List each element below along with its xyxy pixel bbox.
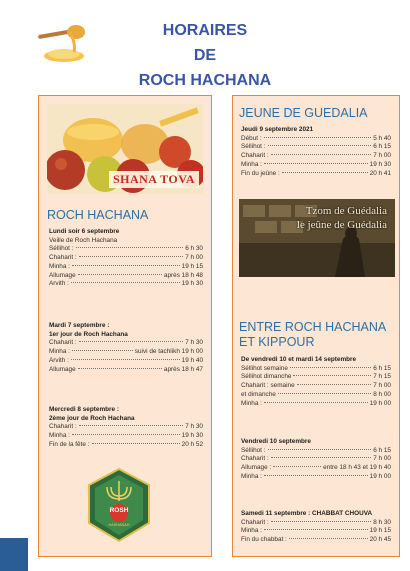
schedule-row: Chaharit : 7 h 00 xyxy=(241,455,391,463)
schedule-row: Allumage après 18 h 48 xyxy=(49,271,203,279)
header-line-2: DE xyxy=(193,47,217,64)
schedule-row: Chaharit : 7 h 00 xyxy=(241,152,391,160)
schedule-row: Séllihot : 6 h 30 xyxy=(49,245,203,253)
title-line-1: ENTRE ROCH HACHANA xyxy=(239,320,387,334)
header-line-3: ROCH HACHANA xyxy=(138,72,272,89)
schedule-block-wednesday xyxy=(49,406,203,450)
schedule-row: Minha : 19 h 00 xyxy=(241,399,391,407)
schedule-row: Minha : 19 h 30 xyxy=(241,160,391,168)
schedule-row: Fin de la fête : 20 h 52 xyxy=(49,440,203,448)
schedule-row: et dimanche 8 h 00 xyxy=(241,390,391,398)
block-date: Samedi 11 septembre : CHABBAT CHOUVA xyxy=(241,510,373,517)
block-subtitle: 2ème jour de Roch Hachana xyxy=(49,414,135,422)
schedule-row: Début : 5 h 40 xyxy=(241,134,391,142)
block-date: Vendredi 10 septembre xyxy=(241,438,311,445)
schedule-row: Séllihot semaine 6 h 15 xyxy=(241,364,391,372)
schedule-row: Séllihot : 6 h 15 xyxy=(241,143,391,151)
honey-apples-photo xyxy=(47,104,203,194)
page-header xyxy=(0,18,410,93)
schedule-row: Séllihot dimanche 7 h 15 xyxy=(241,373,391,381)
logo-text: ROSH xyxy=(109,507,129,514)
jeune-guedalia-title: JEUNE DE GUEDALIA xyxy=(239,106,368,120)
schedule-row: Chaharit : 7 h 30 xyxy=(49,423,203,431)
block-date: Jeudi 9 septembre 2021 xyxy=(241,126,314,133)
schedule-row: Fin du jeûne : 20 h 41 xyxy=(241,169,391,177)
schedule-row: Chaharit : 7 h 30 xyxy=(49,339,203,347)
schedule-row: Allumage : entre 18 h 43 et 19 h 40 xyxy=(241,464,391,472)
rosh-hashanah-logo xyxy=(87,467,151,543)
schedule-row: Chaharit : 7 h 00 xyxy=(49,254,203,262)
schedule-row: Fin du chabbat : 20 h 45 xyxy=(241,536,391,544)
schedule-row: Chaharit : 8 h 30 xyxy=(241,518,391,526)
schedule-block-tuesday xyxy=(49,322,203,374)
block-subtitle: 1er jour de Roch Hachana xyxy=(49,330,128,338)
schedule-block-jeudi xyxy=(241,126,391,178)
schedule-row: Allumage après 18 h 47 xyxy=(49,365,203,373)
schedule-row: Minha : 19 h 00 xyxy=(241,472,391,480)
schedule-row: Minha : 19 h 30 xyxy=(49,432,203,440)
block-date: De vendredi 10 et mardi 14 septembre xyxy=(241,356,357,363)
block-date: Mercredi 8 septembre : xyxy=(49,406,119,413)
schedule-row: Minha : 19 h 15 xyxy=(49,262,203,270)
corner-accent-bar xyxy=(0,538,28,571)
block-subtitle: Veille de Roch Hachana xyxy=(49,236,118,244)
tzom-guedalia-image xyxy=(239,199,395,277)
schedule-row: Arvith : 19 h 30 xyxy=(49,280,203,288)
schedule-row: Chaharit : semaine 7 h 00 xyxy=(241,382,391,390)
schedule-row: Minha : suivi de tachlikh 19 h 00 xyxy=(49,348,203,356)
schedule-row: Arvith : 19 h 40 xyxy=(49,356,203,364)
roch-hachana-panel xyxy=(38,95,212,557)
shana-tova-caption: SHANA TOVA xyxy=(109,171,199,188)
schedule-block-week xyxy=(241,356,391,408)
schedule-block-samedi xyxy=(241,510,391,545)
schedule-row: Minha : 19 h 15 xyxy=(241,527,391,535)
schedule-block-vendredi xyxy=(241,438,391,482)
header-line-1: HORAIRES xyxy=(162,22,248,39)
block-date: Lundi soir 6 septembre xyxy=(49,228,120,235)
roch-hachana-title: ROCH HACHANA xyxy=(47,208,149,222)
block-date: Mardi 7 septembre : xyxy=(49,322,110,329)
tzom-subtitle: le jeûne de Guédalia xyxy=(296,219,387,231)
title-line-2: ET KIPPOUR xyxy=(239,335,315,349)
guedalia-panel xyxy=(232,95,400,557)
entre-roch-kippour-title xyxy=(239,320,386,350)
logo-subtext: HASHANAH xyxy=(108,523,130,527)
schedule-row: Séllihot : 6 h 15 xyxy=(241,446,391,454)
schedule-block-monday xyxy=(49,228,203,289)
tzom-title: Tzom de Guédalia xyxy=(305,205,387,217)
